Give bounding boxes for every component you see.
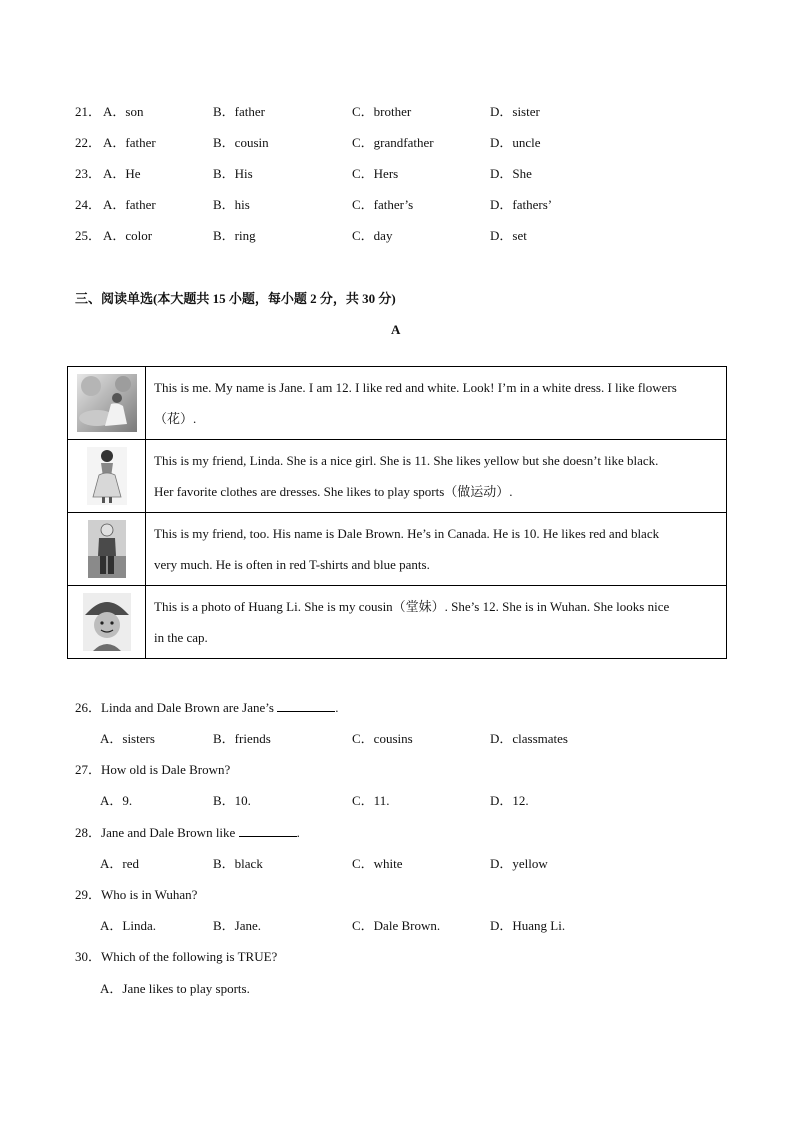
passage-line: Her favorite clothes are dresses. She likes to play sports（做运动）. [154,484,513,499]
question-text: Linda and Dale Brown are Jane’s [101,700,278,715]
photo-cell [68,440,146,513]
boy-standing-photo [88,520,126,578]
question-number: 29． [75,887,102,902]
question-end: . [335,700,339,715]
option-b[interactable]: B．black [213,856,263,871]
photo-cell [68,586,146,659]
question-stem [75,760,230,780]
question-text: How old is Dale Brown? [101,762,231,777]
question-stem [75,698,338,718]
option-c[interactable]: C．grandfather [352,135,434,150]
question-row [0,133,794,153]
passage-text [146,513,727,586]
option-c[interactable]: C．brother [352,104,412,119]
passage-line: very much. He is often in red T-shirts and blue pants. [154,557,430,572]
option-d[interactable]: D．She [490,166,532,181]
passage-line: This is my friend, Linda. She is a nice girl. She is 11. She likes yellow but she doesn’t like black. [154,453,659,468]
option-d[interactable]: D．classmates [490,731,568,746]
question-number: 23． [75,166,102,181]
option-c[interactable]: C．Hers [352,166,399,181]
option-b[interactable]: B．cousin [213,135,269,150]
question-end: . [296,825,300,840]
question-stem [75,947,277,967]
passage-row [68,513,727,586]
options-row [0,854,794,874]
option-d[interactable]: D．sister [490,104,540,119]
question-row [0,195,794,215]
passage-line: This is a photo of Huang Li. She is my cousin（堂妹）. She’s 12. She is in Wuhan. She looks nice [154,599,670,614]
passage-line: This is me. My name is Jane. I am 12. I like red and white. Look! I’m in a white dress. I like flowers [154,380,677,395]
question-stem [75,823,300,843]
question-number: 28． [75,825,102,840]
question-number: 25． [75,228,102,243]
option-d[interactable]: D．Huang Li. [490,918,566,933]
options-row [0,729,794,749]
option-d[interactable]: D．fathers’ [490,197,553,212]
option-a[interactable]: A．Linda. [100,918,156,933]
option-c[interactable]: C．white [352,856,403,871]
option-b[interactable]: B．friends [213,731,271,746]
option-b[interactable]: B．father [213,104,265,119]
option-d[interactable]: D．12. [490,793,529,808]
passage-label: A [391,322,401,337]
passage-row [68,586,727,659]
question-row [0,226,794,246]
option-b[interactable]: B．ring [213,228,256,243]
options-row [0,979,794,999]
question-number: 21． [75,104,102,119]
options-row [0,791,794,811]
question-row [0,164,794,184]
option-a[interactable]: A．9. [100,793,133,808]
answer-blank[interactable] [277,699,335,712]
question-number: 22． [75,135,102,150]
passage-line: This is my friend, too. His name is Dale Brown. He’s in Canada. He is 10. He likes red and black [154,526,660,541]
question-row [0,102,794,122]
passage-row [68,440,727,513]
option-b[interactable]: B．Jane. [213,918,262,933]
girl-in-cap-photo [83,593,131,651]
question-text: Which of the following is TRUE? [101,949,278,964]
option-b[interactable]: B．his [213,197,250,212]
passage-line: （花）. [154,411,197,426]
options-row [0,916,794,936]
question-number: 24． [75,197,102,212]
passage-line: in the cap. [154,630,208,645]
question-text: Who is in Wuhan? [101,887,198,902]
option-c[interactable]: C．father’s [352,197,414,212]
option-b[interactable]: B．10. [213,793,251,808]
girl-in-dress-photo [87,447,127,505]
option-a[interactable]: A．father [103,135,156,150]
passage-table [67,366,727,659]
option-a[interactable]: A．sisters [100,731,155,746]
option-c[interactable]: C．Dale Brown. [352,918,441,933]
passage-row [68,367,727,440]
question-stem [75,885,197,905]
photo-cell [68,513,146,586]
option-a[interactable]: A．He [103,166,141,181]
section-title: 三、阅读单选(本大题共 15 小题，每小题 2 分，共 30 分) [75,291,396,306]
photo-cell [68,367,146,440]
option-c[interactable]: C．day [352,228,393,243]
passage-text [146,440,727,513]
question-text: Jane and Dale Brown like [101,825,239,840]
passage-text [146,367,727,440]
passage-text [146,586,727,659]
answer-blank[interactable] [239,824,297,837]
option-a[interactable]: A．Jane likes to play sports. [100,981,250,996]
option-a[interactable]: A．color [103,228,153,243]
girl-with-flowers-photo [77,374,137,432]
option-b[interactable]: B．His [213,166,253,181]
option-d[interactable]: D．uncle [490,135,541,150]
option-a[interactable]: A．red [100,856,139,871]
option-d[interactable]: D．yellow [490,856,548,871]
option-a[interactable]: A．son [103,104,144,119]
question-number: 30． [75,949,102,964]
option-c[interactable]: C．11. [352,793,390,808]
option-d[interactable]: D．set [490,228,527,243]
question-number: 27． [75,762,102,777]
option-c[interactable]: C．cousins [352,731,413,746]
option-a[interactable]: A．father [103,197,156,212]
question-number: 26． [75,700,102,715]
